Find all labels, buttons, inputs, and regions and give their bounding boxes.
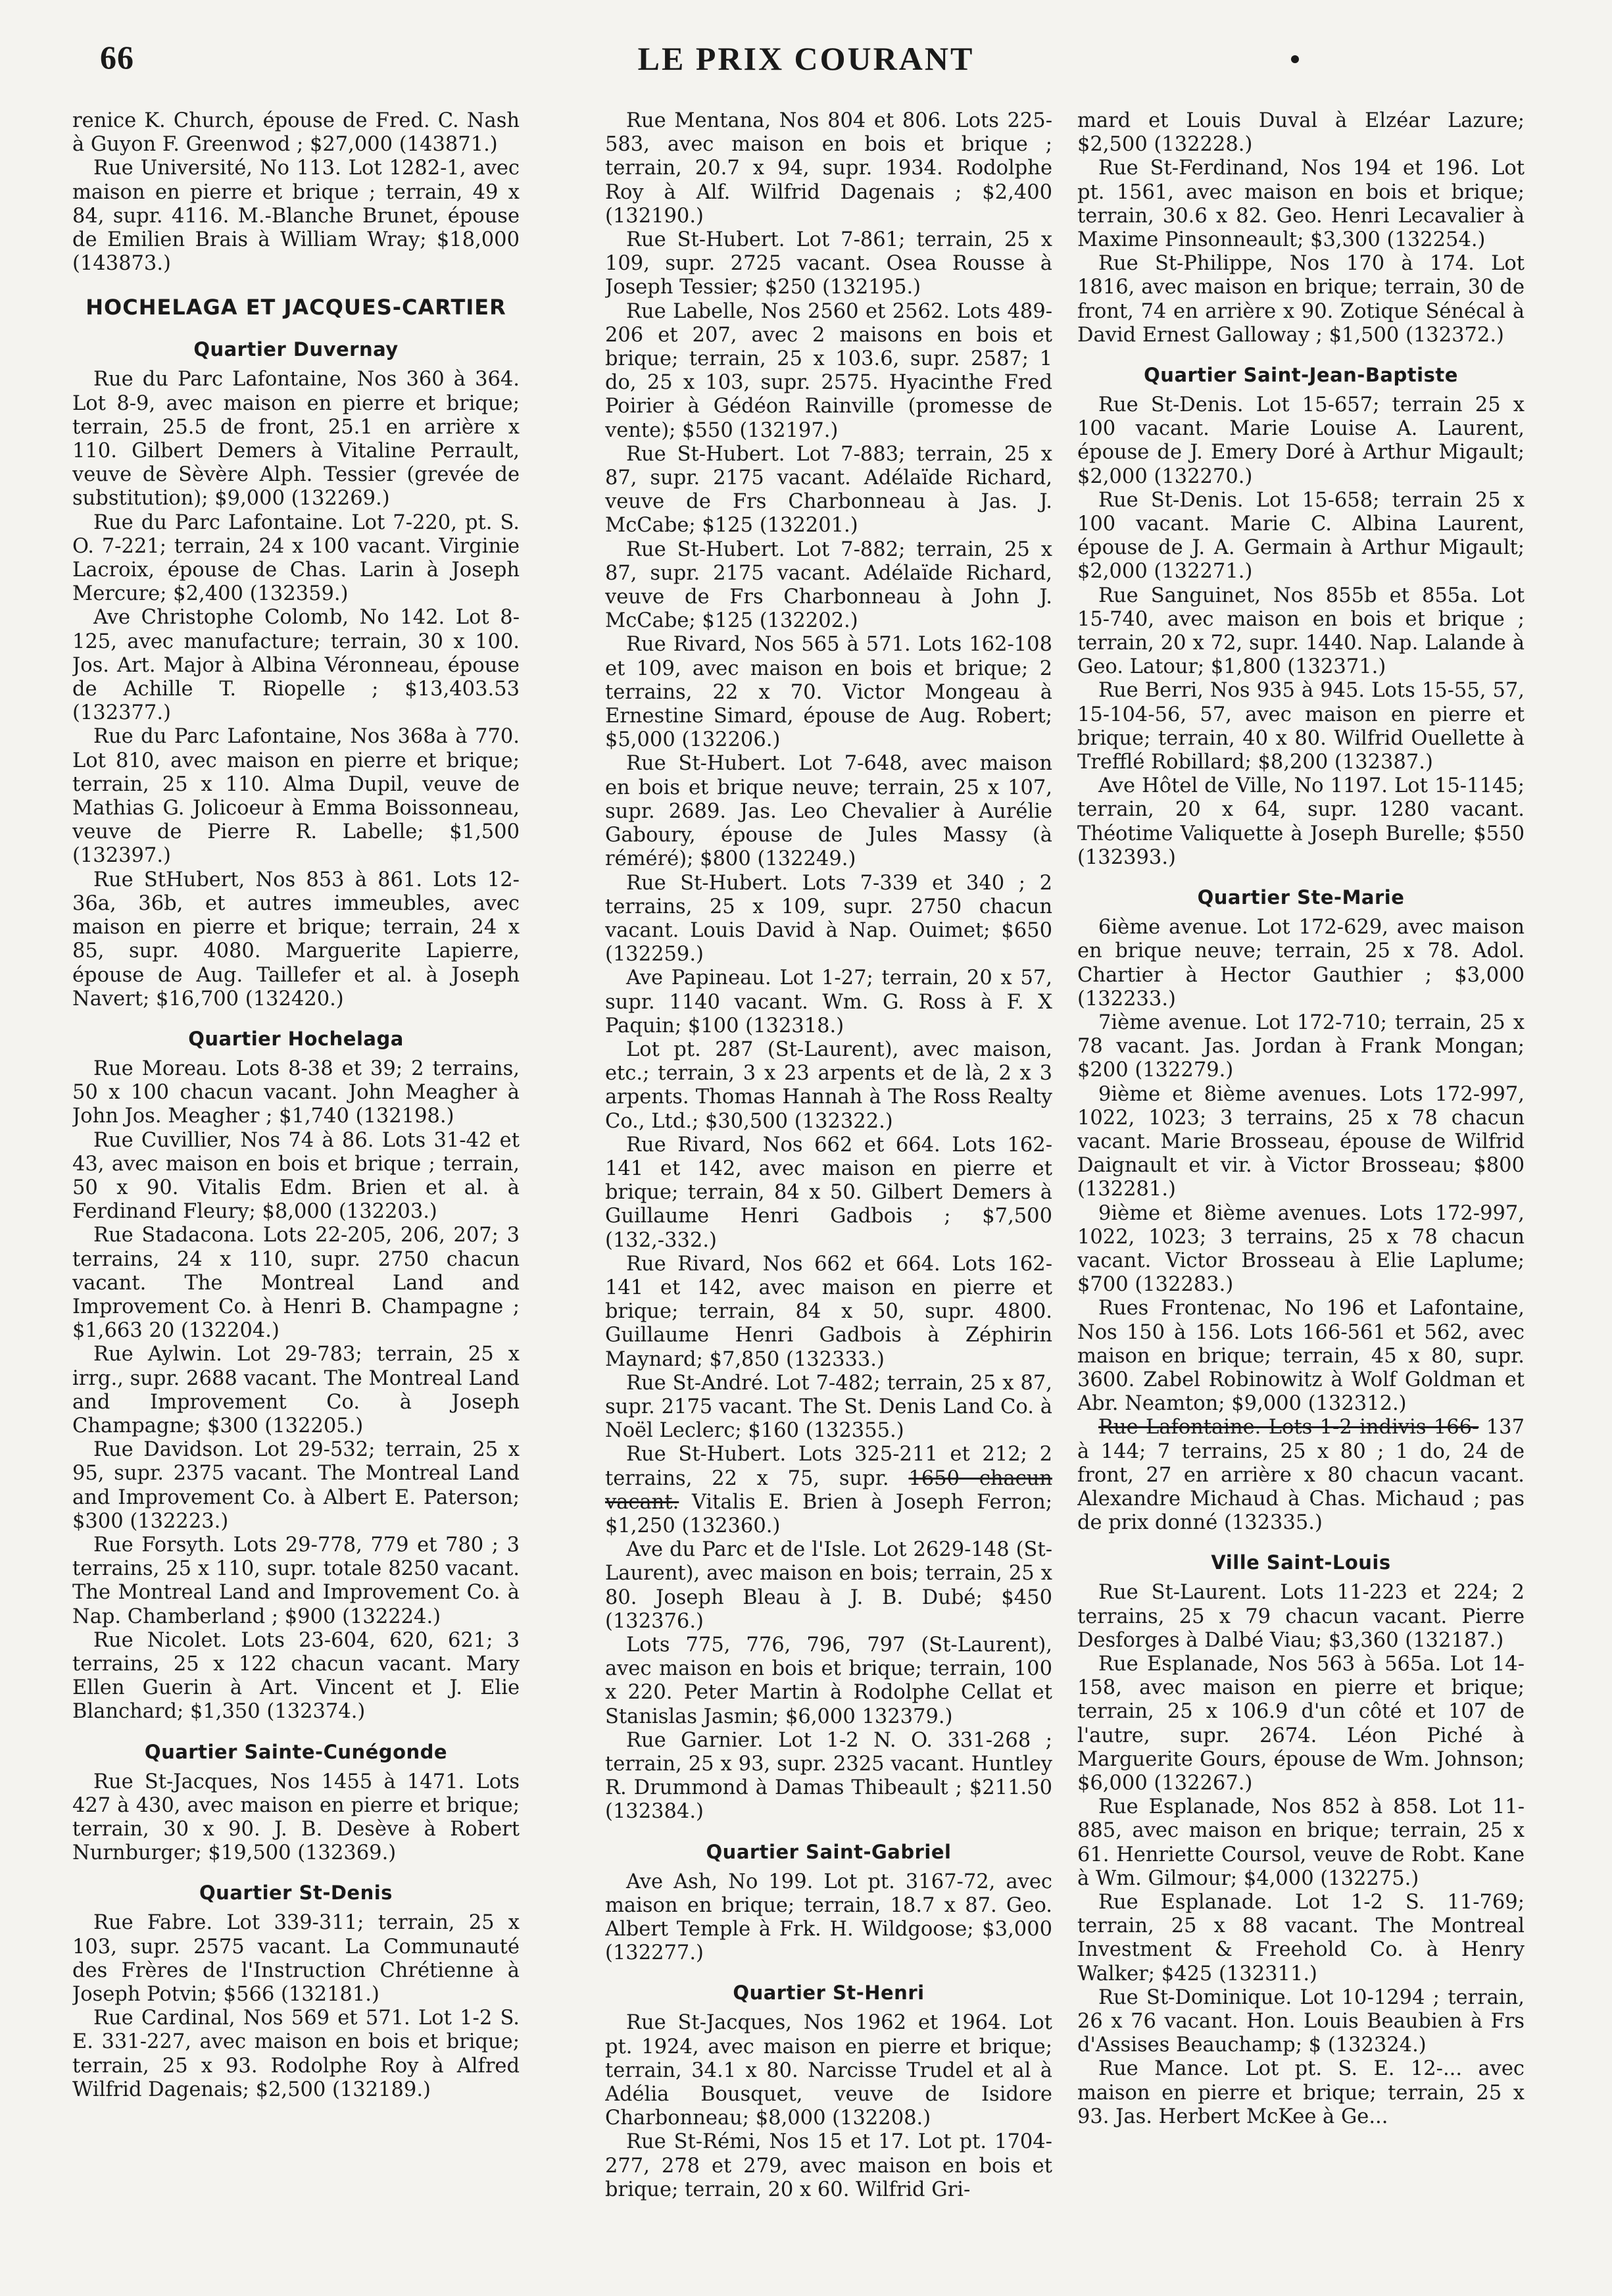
notice-entry: Rue du Parc Lafontaine. Lot 7-220, pt. S. O. 7-221; terrain, 24 x 100 vacant. Virginie Lacroix, épouse de Chas. Larin à Joseph Mercure; $2,400 (132359.) <box>72 511 520 606</box>
notice-entry: Rue St-Philippe, Nos 170 à 174. Lot 1816, avec maison en brique; terrain, 30 de front, 74 en arrière x 90. Zotique Sénécal à David Ernest Galloway ; $1,500 (132372.) <box>1077 252 1525 347</box>
notice-entry: Rue Berri, Nos 935 à 945. Lots 15-55, 57, 15-104-56, 57, avec maison en pierre et brique; terrain, 40 x 80. Wilfrid Ouellette à Trefflé Robillard; $8,200 (132387.) <box>1077 679 1525 774</box>
notice-entry: Rues Frontenac, No 196 et Lafontaine, Nos 150 à 156. Lots 166-561 et 562, avec maison en brique; terrain, 45 x 80, supr. 3600. Zabel Robinowitz à Wolf Goldman et Abr. Neamton; $9,000 (132312.) <box>1077 1297 1525 1416</box>
notice-entry: Rue St-Hubert. Lot 7-883; terrain, 25 x 87, supr. 2175 vacant. Adélaïde Richard, veuve de Frs Charbonneau à Jas. J. McCabe; $125 (132201.) <box>605 442 1052 537</box>
quartier-heading: Ville Saint-Louis <box>1211 1551 1391 1574</box>
column-1 <box>72 109 520 2274</box>
quartier-heading: Quartier Ste-Marie <box>1197 886 1405 909</box>
quartier-heading: Quartier Hochelaga <box>188 1027 404 1050</box>
notice-entry: Rue StHubert, Nos 853 à 861. Lots 12-36a, 36b, et autres immeubles, avec maison en pierre et brique; terrain, 24 x 85, supr. 4080. Marguerite Lapierre, épouse de Aug. Taillefer et al. à Joseph Navert; $16,700 (132420.) <box>72 868 520 1011</box>
quartier-heading: Quartier Duvernay <box>193 338 399 361</box>
quartier-heading: Quartier Saint-Gabriel <box>706 1840 952 1863</box>
notice-entry: Rue St-Jacques, Nos 1962 et 1964. Lot pt. 1924, avec maison en pierre et brique; terrain, 34.1 x 80. Narcisse Trudel et al à Adélia Bousquet, veuve de Isidore Charbonneau; $8,000 (132208.) <box>605 2011 1052 2130</box>
notice-entry: Ave Christophe Colomb, No 142. Lot 8-125, avec manufacture; terrain, 30 x 100. Jos. Art. Major à Albina Véronneau, épouse de Achille T. Riopelle ; $13,403.53 (132377.) <box>72 606 520 725</box>
notice-entry: Rue St-Rémi, Nos 15 et 17. Lot pt. 1704-277, 278 et 279, avec maison en bois et brique; terrain, 20 x 60. Wilfrid Gri- <box>605 2130 1052 2201</box>
notice-entry: Rue Rivard, Nos 662 et 664. Lots 162-141 et 142, avec maison en pierre et brique; terrain, 84 x 50, supr. 4800. Guillaume Henri Gadbois à Zéphirin Maynard; $7,850 (132333.) <box>605 1252 1052 1371</box>
notice-entry: Rue St-Hubert. Lots 7-339 et 340 ; 2 terrains, 25 x 109, supr. 2750 chacun vacant. Louis David à Nap. Ouimet; $650 (132259.) <box>605 871 1052 966</box>
notice-entry: 7ième avenue. Lot 172-710; terrain, 25 x 78 vacant. Jas. Jordan à Frank Mongan; $200 (132279.) <box>1077 1011 1525 1082</box>
notice-entry: Rue du Parc Lafontaine, Nos 360 à 364. Lot 8-9, avec maison en pierre et brique; terrain, 25.5 de front, 25.1 en arrière x 110. Gilbert Demers à Vitaline Perrault, veuve de Sèvère Alph. Tessier (grevée de substitution); $9,000 (132269.) <box>72 368 520 511</box>
notice-entry: Ave Papineau. Lot 1-27; terrain, 20 x 57, supr. 1140 vacant. Wm. G. Ross à F. X Paquin; $100 (132318.) <box>605 966 1052 1037</box>
print-mark <box>1291 55 1299 63</box>
notice-entry: Rue Forsyth. Lots 29-778, 779 et 780 ; 3 terrains, 25 x 110, supr. totale 8250 vacant. The Montreal Land and Improvement Co. à Nap. Chamberland ; $900 (132224.) <box>72 1533 520 1628</box>
section-heading: HOCHELAGA ET JACQUES-CARTIER <box>85 295 506 320</box>
running-head-title: LE PRIX COURANT <box>637 40 975 77</box>
notice-entry: 9ième et 8ième avenues. Lots 172-997, 1022, 1023; 3 terrains, 25 x 78 chacun vacant. Victor Brosseau à Elie Laplume; $700 (132283.) <box>1077 1201 1525 1297</box>
struck-text: 1650 chacun vacant. <box>605 1466 1052 1514</box>
notice-text: 137 à 144; 7 terrains, 25 x 80 ; 1 do, 24 de front, 27 en arrière x 80 chacun vacant. Alexandre Michaud à Chas. Michaud ; pas de prix donné (132335.) <box>1077 1416 1525 1535</box>
notice-entry <box>605 1443 1052 1538</box>
quartier-heading: Quartier Saint-Jean-Baptiste <box>1144 364 1458 387</box>
page-number: 66 <box>100 39 134 76</box>
notice-entry: Rue Esplanade, Nos 852 à 858. Lot 11-885, avec maison en brique; terrain, 25 x 61. Henriette Coursol, veuve de Robt. Kane à Wm. Gilmour; $4,000 (132275.) <box>1077 1795 1525 1890</box>
column-2 <box>605 109 1052 2274</box>
notice-entry: Ave du Parc et de l'Isle. Lot 2629-148 (St-Laurent), avec maison en bois; terrain, 25 x 80. Joseph Bleau à J. B. Dubé; $450 (132376.) <box>605 1538 1052 1633</box>
notice-entry: mard et Louis Duval à Elzéar Lazure; $2,500 (132228.) <box>1077 109 1525 157</box>
notice-entry: Rue Moreau. Lots 8-38 et 39; 2 terrains, 50 x 100 chacun vacant. John Meagher à John Jos. Meagher ; $1,740 (132198.) <box>72 1057 520 1128</box>
quartier-heading: Quartier St-Henri <box>733 1982 925 2005</box>
notice-entry: Rue St-Hubert. Lot 7-861; terrain, 25 x 109, supr. 2725 vacant. Osea Rousse à Joseph Tessier; $250 (132195.) <box>605 228 1052 299</box>
notice-entry: Rue St-Laurent. Lots 11-223 et 224; 2 terrains, 25 x 79 chacun vacant. Pierre Desforges à Dalbé Viau; $3,360 (132187.) <box>1077 1581 1525 1652</box>
notice-entry: Rue Davidson. Lot 29-532; terrain, 25 x 95, supr. 2375 vacant. The Montreal Land and Improvement Co. à Albert E. Paterson; $300 (132223.) <box>72 1438 520 1533</box>
notice-entry: Rue Nicolet. Lots 23-604, 620, 621; 3 terrains, 25 x 122 chacun vacant. Mary Ellen Guerin à Art. Vincent et J. Elie Blanchard; $1,350 (132374.) <box>72 1628 520 1724</box>
notice-entry: Rue St-Jacques, Nos 1455 à 1471. Lots 427 à 430, avec maison en pierre et brique; terrain, 30 x 90. J. B. Desève à Robert Nurnburger; $19,500 (132369.) <box>72 1770 520 1865</box>
notice-entry <box>1077 1416 1525 1535</box>
notice-entry: Rue Stadacona. Lots 22-205, 206, 207; 3 terrains, 24 x 110, supr. 2750 chacun vacant. The Montreal Land and Improvement Co. à Henri B. Champagne ; $1,663 20 (132204.) <box>72 1224 520 1343</box>
notice-entry: renice K. Church, épouse de Fred. C. Nash à Guyon F. Greenwod ; $27,000 (143871.) <box>72 109 520 157</box>
notice-entry: Rue Aylwin. Lot 29-783; terrain, 25 x irrg., supr. 2688 vacant. The Montreal Land and Improvement Co. à Joseph Champagne; $300 (132205.) <box>72 1343 520 1437</box>
notice-entry: Rue St-Ferdinand, Nos 194 et 196. Lot pt. 1561, avec maison en bois et brique; terrain, 30.6 x 82. Geo. Henri Lecavalier à Maxime Pinsonneault; $3,300 (132254.) <box>1077 157 1525 252</box>
notice-entry: Rue Cuvillier, Nos 74 à 86. Lots 31-42 et 43, avec maison en bois et brique ; terrain, 50 x 90. Vitalis Edm. Brien et al. à Ferdinand Fleury; $8,000 (132203.) <box>72 1128 520 1224</box>
notice-entry: Rue St-Hubert. Lot 7-882; terrain, 25 x 87, supr. 2175 vacant. Adélaïde Richard, veuve de Frs Charbonneau à John J. McCabe; $125 (132202.) <box>605 537 1052 633</box>
quartier-heading: Quartier St-Denis <box>199 1882 393 1905</box>
notice-entry: Rue St-Hubert. Lot 7-648, avec maison en bois et brique neuve; terrain, 25 x 107, supr. 2689. Jas. Leo Chevalier à Aurélie Gaboury, épouse de Jules Massy (à réméré); $800 (132249.) <box>605 752 1052 871</box>
notice-entry: Rue Mentana, Nos 804 et 806. Lots 225-583, avec maison en bois et brique ; terrain, 20.7 x 94, supr. 1934. Rodolphe Roy à Alf. Wilfrid Dagenais ; $2,400 (132190.) <box>605 109 1052 228</box>
notice-entry: Rue du Parc Lafontaine, Nos 368a à 770. Lot 810, avec maison en pierre et brique; terrain, 25 x 110. Alma Dupil, veuve de Mathias G. Jolicoeur à Emma Boissonneau, veuve de Pierre R. Labelle; $1,500 (132397.) <box>72 725 520 868</box>
notice-entry: Rue St-Dominique. Lot 10-1294 ; terrain, 26 x 76 vacant. Hon. Louis Beaubien à Frs d'Assises Beauchamp; $ (132324.) <box>1077 1985 1525 2057</box>
notice-entry: Lots 775, 776, 796, 797 (St-Laurent), avec maison en bois et brique; terrain, 100 x 220. Peter Martin à Rodolphe Cellat et Stanislas Jasmin; $6,000 132379.) <box>605 1634 1052 1728</box>
notice-entry: Rue Fabre. Lot 339-311; terrain, 25 x 103, supr. 2575 vacant. La Communauté des Frères de l'Instruction Chrétienne à Joseph Potvin; $566 (132181.) <box>72 1911 520 2007</box>
notice-entry: Rue Esplanade. Lot 1-2 S. 11-769; terrain, 25 x 88 vacant. The Montreal Investment & Freehold Co. à Henry Walker; $425 (132311.) <box>1077 1891 1525 1985</box>
notice-entry: 6ième avenue. Lot 172-629, avec maison en brique neuve; terrain, 25 x 78. Adol. Chartier à Hector Gauthier ; $3,000 (132233.) <box>1077 916 1525 1011</box>
notice-entry: Rue Sanguinet, Nos 855b et 855a. Lot 15-740, avec maison en bois et brique ; terrain, 20 x 72, supr. 1440. Nap. Lalande à Geo. Latour; $1,800 (132371.) <box>1077 584 1525 679</box>
notice-entry: Lot pt. 287 (St-Laurent), avec maison, etc.; terrain, 3 x 23 arpents et de là, 2 x 3 arpents. Thomas Hannah à The Ross Realty Co., Ltd.; $30,500 (132322.) <box>605 1037 1052 1133</box>
notice-entry: Rue Mance. Lot pt. S. E. 12-... avec maison en pierre et brique; terrain, 25 x 93. Jas. Herbert McKee à Ge... <box>1077 2057 1525 2128</box>
quartier-heading: Quartier Sainte-Cunégonde <box>144 1740 448 1763</box>
notice-entry: Rue Rivard, Nos 565 à 571. Lots 162-108 et 109, avec maison en bois et brique; 2 terrains, 22 x 70. Victor Mongeau à Ernestine Simard, épouse de Aug. Robert; $5,000 (132206.) <box>605 633 1052 752</box>
notice-entry: Rue Rivard, Nos 662 et 664. Lots 162-141 et 142, avec maison en pierre et brique; terrain, 84 x 50. Gilbert Demers à Guillaume Henri Gadbois ; $7,500 (132,-332.) <box>605 1133 1052 1252</box>
notice-entry: Rue St-Denis. Lot 15-658; terrain 25 x 100 vacant. Marie C. Albina Laurent, épouse de J. A. Germain à Arthur Migault; $2,000 (132271.) <box>1077 488 1525 584</box>
notice-entry: Ave Ash, No 199. Lot pt. 3167-72, avec maison en brique; terrain, 18.7 x 87. Geo. Albert Temple à Frk. H. Wildgoose; $3,000 (132277.) <box>605 1870 1052 1965</box>
notice-text: Vitalis E. Brien à Joseph Ferron; $1,250 (132360.) <box>605 1490 1052 1537</box>
struck-text: Rue Lafontaine. Lots 1-2 indivis 166- <box>1098 1416 1479 1439</box>
notice-entry: 9ième et 8ième avenues. Lots 172-997, 1022, 1023; 3 terrains, 25 x 78 chacun vacant. Marie Brosseau, épouse de Wilfrid Daignault et vir. à Victor Brosseau; $800 (132281.) <box>1077 1082 1525 1201</box>
notice-entry: Rue St-André. Lot 7-482; terrain, 25 x 87, supr. 2175 vacant. The St. Denis Land Co. à Noël Leclerc; $160 (132355.) <box>605 1371 1052 1443</box>
notice-entry: Rue Université, No 113. Lot 1282-1, avec maison en pierre et brique ; terrain, 49 x 84, supr. 4116. M.-Blanche Brunet, épouse de Emilien Brais à William Wray; $18,000 (143873.) <box>72 157 520 276</box>
notice-entry: Ave Hôtel de Ville, No 1197. Lot 15-1145; terrain, 20 x 64, supr. 1280 vacant. Théotime Valiquette à Joseph Burelle; $550 (132393.) <box>1077 774 1525 869</box>
notice-entry: Rue Labelle, Nos 2560 et 2562. Lots 489-206 et 207, avec 2 maisons en bois et brique; terrain, 25 x 103.6, supr. 2587; 1 do, 25 x 103, supr. 2575. Hyacinthe Fred Poirier à Gédéon Rainville (promesse de vente); $550 (132197.) <box>605 299 1052 442</box>
notice-text: Rue St-Hubert. Lots 325-211 et 212; 2 terrains, 22 x 75, supr. <box>605 1443 1052 1490</box>
notice-entry: Rue Garnier. Lot 1-2 N. O. 331-268 ; terrain, 25 x 93, supr. 2325 vacant. Huntley R. Drummond à Damas Thibeault ; $211.50 (132384.) <box>605 1728 1052 1824</box>
notice-entry: Rue Cardinal, Nos 569 et 571. Lot 1-2 S. E. 331-227, avec maison en bois et brique; terrain, 25 x 93. Rodolphe Roy à Alfred Wilfrid Dagenais; $2,500 (132189.) <box>72 2007 520 2101</box>
notice-entry: Rue St-Denis. Lot 15-657; terrain 25 x 100 vacant. Marie Louise A. Laurent, épouse de J. Emery Doré à Arthur Migault; $2,000 (132270.) <box>1077 393 1525 488</box>
notice-entry: Rue Esplanade, Nos 563 à 565a. Lot 14-158, avec maison en pierre et brique; terrain, 25 x 106.9 d'un côté et 107 de l'autre, supr. 2674. Léon Piché à Marguerite Gours, épouse de Wm. Johnson; $6,000 (132267.) <box>1077 1652 1525 1795</box>
column-3 <box>1077 109 1525 2274</box>
